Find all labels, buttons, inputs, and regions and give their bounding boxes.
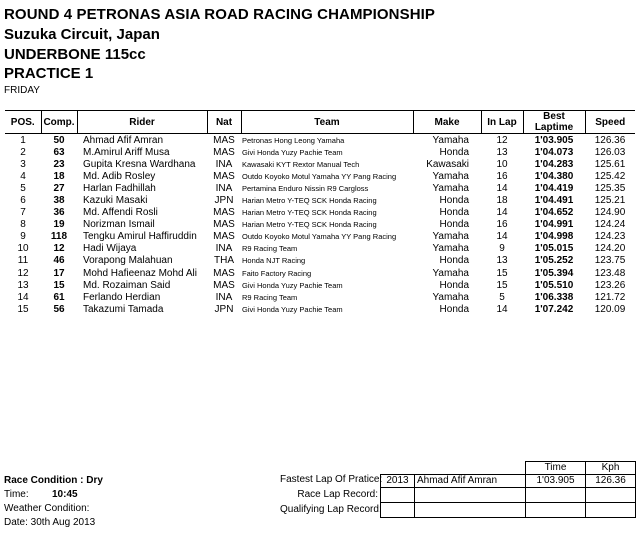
cell-rider: Ahmad Afif Amran: [83, 134, 164, 146]
cell-team: Givi Honda Yuzy Pachie Team: [242, 280, 343, 290]
col-make: Make: [413, 111, 481, 134]
cell-team: R9 Racing Team: [242, 244, 298, 254]
table-row: [5, 255, 635, 267]
col-pos: POS.: [5, 111, 41, 134]
cell-make: Yamaha: [432, 134, 469, 146]
cell-nat: MAS: [213, 219, 235, 231]
cell-comp: 50: [53, 134, 65, 146]
col-team: Team: [241, 111, 413, 134]
cell-best-laptime: 1'04.380: [534, 170, 574, 182]
cell-best-laptime: 1'05.510: [534, 279, 574, 291]
table-row: [5, 219, 635, 231]
col-rider: Rider: [77, 111, 207, 134]
race-lap-record: [380, 488, 636, 503]
cell-inlap: 16: [496, 219, 508, 231]
table-row: [5, 231, 635, 243]
cell-make: Honda: [439, 219, 469, 231]
cell-pos: 11: [17, 255, 29, 267]
cell-best-laptime: 1'04.283: [534, 158, 574, 170]
cell-make: Honda: [439, 303, 469, 315]
cell-team: Harian Metro Y-TEQ SCK Honda Racing: [242, 196, 377, 206]
cell-rider: Md. Affendi Rosli: [83, 207, 158, 219]
cell-nat: MAS: [213, 207, 235, 219]
cell-comp: 118: [50, 231, 68, 243]
weather-condition: Weather Condition:: [4, 503, 90, 514]
cell-speed: 126.36: [594, 134, 626, 146]
cell-pos: 9: [20, 231, 26, 243]
cell-comp: 19: [53, 219, 65, 231]
cell-team: Kawasaki KYT Rextor Manual Tech: [242, 159, 360, 169]
cell-team: Outdo Koyoko Motul Yamaha YY Pang Racing: [242, 171, 397, 181]
cell-pos: 10: [17, 243, 29, 255]
cell-best-laptime: 1'05.015: [534, 243, 574, 255]
cell-team: Givi Honda Yuzy Pachie Team: [242, 147, 343, 157]
cell-speed: 123.75: [594, 255, 626, 267]
cell-inlap: 5: [499, 291, 505, 303]
race-condition: Race Condition : Dry: [4, 475, 103, 486]
cell-pos: 15: [17, 303, 29, 315]
cell-inlap: 16: [496, 170, 508, 182]
cell-rider: Gupita Kresna Wardhana: [83, 158, 196, 170]
session-name: PRACTICE 1: [4, 65, 94, 82]
cell-inlap: 14: [496, 182, 508, 194]
results-table: [5, 110, 635, 315]
cell-best-laptime: 1'04.491: [534, 195, 574, 207]
cell-rider: Md. Rozaiman Said: [83, 279, 171, 291]
table-row: [5, 146, 635, 158]
cell-make: Yamaha: [432, 231, 469, 243]
cell-make: Honda: [439, 146, 469, 158]
cell-speed: 124.24: [594, 219, 626, 231]
cell-make: Kawasaki: [426, 158, 469, 170]
col-best: Best Laptime: [523, 111, 585, 134]
cell-speed: 124.23: [594, 231, 626, 243]
cell-nat: MAS: [213, 134, 235, 146]
table-row: [5, 170, 635, 182]
cell-rider: Mohd Hafieenaz Mohd Ali: [83, 267, 197, 279]
cell-inlap: 14: [496, 231, 508, 243]
col-comp: Comp.: [41, 111, 77, 134]
cell-comp: 12: [53, 243, 65, 255]
qualifying-lap-record: [380, 503, 636, 518]
cell-make: Honda: [439, 279, 469, 291]
cell-speed: 124.20: [594, 243, 626, 255]
cell-best-laptime: 1'04.998: [534, 231, 574, 243]
session-day: FRIDAY: [4, 85, 40, 96]
cell-make: Honda: [439, 195, 469, 207]
cell-best-laptime: 1'04.073: [534, 146, 574, 158]
cell-comp: 36: [53, 207, 65, 219]
table-row: [5, 207, 635, 219]
event-title: ROUND 4 PETRONAS ASIA ROAD RACING CHAMPIONSHIP: [4, 6, 436, 23]
cell-inlap: 15: [496, 279, 508, 291]
cell-speed: 125.42: [594, 170, 626, 182]
cell-pos: 6: [20, 195, 26, 207]
table-row: [5, 243, 635, 255]
time-label: Time:: [4, 489, 29, 500]
cell-nat: INA: [215, 243, 233, 255]
cell-make: Yamaha: [432, 267, 469, 279]
cell-rider: M.Amirul Ariff Musa: [83, 146, 170, 158]
cell-speed: 125.21: [594, 195, 626, 207]
cell-inlap: 12: [496, 134, 508, 146]
cell-comp: 18: [53, 170, 65, 182]
cell-pos: 12: [17, 267, 29, 279]
cell-nat: INA: [215, 291, 233, 303]
cell-nat: MAS: [213, 267, 235, 279]
cell-speed: 124.90: [594, 207, 626, 219]
cell-best-laptime: 1'05.394: [534, 267, 574, 279]
cell-pos: 4: [20, 170, 26, 182]
cell-rider: Ferlando Herdian: [83, 291, 161, 303]
cell-speed: 121.72: [594, 291, 626, 303]
cell-speed: 120.09: [594, 303, 626, 315]
cell-rider: Hadi Wijaya: [83, 243, 137, 255]
cell-rider: Kazuki Masaki: [83, 195, 148, 207]
cell-comp: 27: [53, 182, 65, 194]
cell-inlap: 14: [496, 207, 508, 219]
cell-rider: Norizman Ismail: [83, 219, 155, 231]
cell-comp: 23: [53, 158, 65, 170]
cell-make: Yamaha: [432, 182, 469, 194]
cell-pos: 5: [20, 182, 26, 194]
cell-team: Honda NJT Racing: [242, 256, 306, 266]
cell-speed: 125.35: [594, 182, 626, 194]
cell-inlap: 15: [496, 267, 508, 279]
cell-nat: MAS: [213, 146, 235, 158]
fastest-lap-label: Fastest Lap Of Pratice:: [280, 474, 383, 485]
cell-best-laptime: 1'04.652: [534, 207, 574, 219]
cell-pos: 13: [17, 279, 29, 291]
cell-nat: MAS: [213, 279, 235, 291]
fastest-lap-record: [380, 474, 636, 488]
col-nat: Nat: [207, 111, 241, 134]
cell-pos: 1: [20, 134, 26, 146]
cell-inlap: 13: [496, 255, 508, 267]
cell-speed: 126.03: [594, 146, 626, 158]
cell-speed: 123.48: [594, 267, 626, 279]
cell-team: Pertamina Enduro Nissin R9 Cargloss: [242, 183, 369, 193]
cell-comp: 61: [53, 291, 65, 303]
record-header: [525, 461, 636, 474]
qualifying-lap-label: Qualifying Lap Record:: [280, 504, 382, 515]
cell-comp: 17: [53, 267, 65, 279]
cell-team: Givi Honda Yuzy Pachie Team: [242, 304, 343, 314]
cell-comp: 15: [53, 279, 65, 291]
cell-comp: 56: [53, 303, 65, 315]
cell-pos: 3: [20, 158, 26, 170]
header-row: [5, 111, 635, 134]
cell-inlap: 10: [496, 158, 508, 170]
cell-inlap: 13: [496, 146, 508, 158]
cell-nat: MAS: [213, 231, 235, 243]
circuit-name: Suzuka Circuit, Japan: [4, 26, 160, 43]
cell-pos: 7: [20, 207, 26, 219]
fastest-time: 1'03.905: [526, 475, 586, 487]
cell-team: Petronas Hong Leong Yamaha: [242, 135, 345, 145]
table-row: [5, 182, 635, 194]
table-row: [5, 194, 635, 206]
time-header: Time: [526, 462, 586, 474]
cell-pos: 8: [20, 219, 26, 231]
cell-inlap: 9: [499, 243, 505, 255]
cell-make: Honda: [439, 207, 469, 219]
kph-header: Kph: [601, 462, 620, 473]
fastest-kph: 126.36: [595, 475, 626, 486]
cell-team: Harian Metro Y-TEQ SCK Honda Racing: [242, 208, 377, 218]
cell-make: Yamaha: [432, 243, 469, 255]
cell-nat: INA: [215, 158, 233, 170]
cell-team: Outdo Koyoko Motul Yamaha YY Pang Racing: [242, 232, 397, 242]
cell-nat: MAS: [213, 170, 235, 182]
table-row: [5, 267, 635, 279]
cell-rider: Md. Adib Rosley: [83, 170, 156, 182]
cell-rider: Vorapong Malahuan: [83, 255, 173, 267]
cell-nat: INA: [215, 182, 233, 194]
cell-make: Yamaha: [432, 291, 469, 303]
cell-best-laptime: 1'03.905: [534, 134, 574, 146]
report-date: Date: 30th Aug 2013: [4, 517, 96, 528]
fastest-rider: Ahmad Afif Amran: [415, 475, 526, 487]
cell-team: R9 Racing Team: [242, 292, 298, 302]
cell-best-laptime: 1'05.252: [534, 255, 574, 267]
cell-best-laptime: 1'04.419: [534, 182, 574, 194]
cell-comp: 38: [53, 195, 65, 207]
cell-speed: 125.61: [594, 158, 626, 170]
table-row: [5, 158, 635, 170]
cell-best-laptime: 1'04.991: [534, 219, 574, 231]
cell-make: Yamaha: [432, 170, 469, 182]
race-lap-label: Race Lap Record:: [297, 489, 378, 500]
cell-comp: 63: [53, 146, 65, 158]
cell-nat: JPN: [214, 303, 234, 315]
table-row: [5, 134, 635, 147]
cell-speed: 123.26: [594, 279, 626, 291]
cell-pos: 2: [20, 146, 26, 158]
cell-best-laptime: 1'07.242: [534, 303, 574, 315]
col-inlap: In Lap: [481, 111, 523, 134]
cell-pos: 14: [17, 291, 29, 303]
cell-make: Honda: [439, 255, 469, 267]
col-speed: Speed: [585, 111, 635, 134]
cell-inlap: 14: [496, 303, 508, 315]
cell-rider: Harlan Fadhillah: [83, 182, 156, 194]
table-row: [5, 291, 635, 303]
cell-best-laptime: 1'06.338: [534, 291, 574, 303]
cell-rider: Tengku Amirul Haffiruddin: [83, 231, 197, 243]
cell-team: Harian Metro Y-TEQ SCK Honda Racing: [242, 220, 377, 230]
fastest-year: 2013: [381, 475, 415, 487]
class-name: UNDERBONE 115cc: [4, 46, 146, 63]
time-value: 10:45: [52, 489, 78, 500]
cell-rider: Takazumi Tamada: [83, 303, 164, 315]
cell-team: Faito Factory Racing: [242, 268, 312, 278]
cell-comp: 46: [53, 255, 65, 267]
table-row: [5, 279, 635, 291]
cell-nat: JPN: [214, 195, 234, 207]
table-row: [5, 303, 635, 315]
cell-nat: THA: [214, 255, 234, 267]
cell-inlap: 18: [496, 195, 508, 207]
